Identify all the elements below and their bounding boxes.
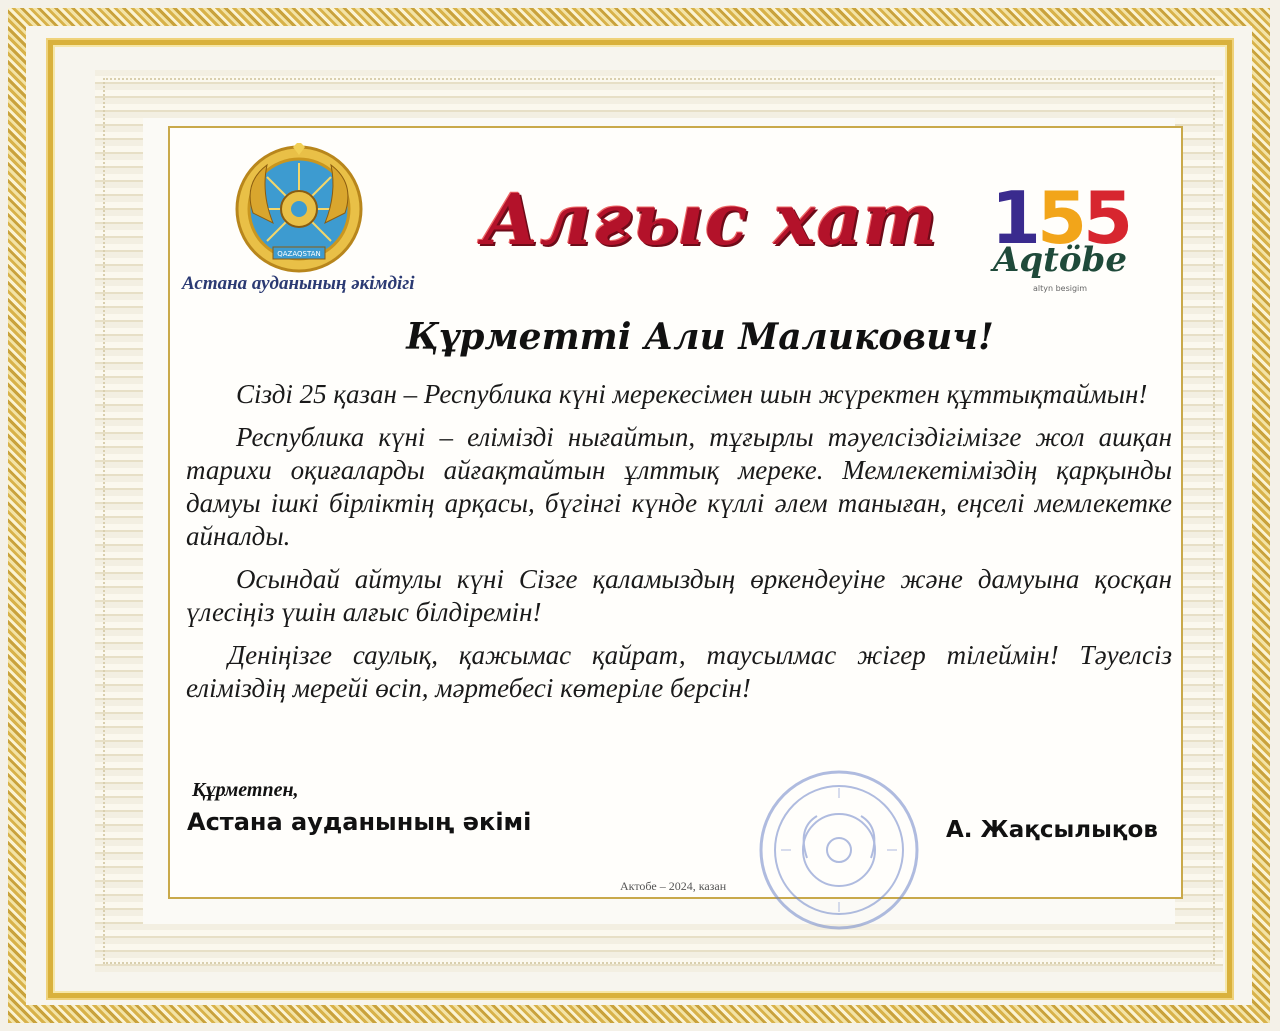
- paragraph: Осындай айтулы күні Сізге қаламыздың өркендеуіне және дамуына қосқан үлесіңіз үшін алғыс білдіремін!: [186, 564, 1172, 627]
- logo-digit: 5: [1036, 176, 1084, 260]
- paragraph: Республика күні – елімізді нығайтып, тұғырлы тәуелсіздігімізге жол ашқан тарихи оқиғаларды айғақтайтын ұлттық мереке. Мемлекетіміздің қарқынды дамуы ішкі бірліктің арқасы, бүгінгі күнде күллі әлем таныған, еңселі мемлекетке айналды.: [186, 422, 1172, 551]
- issuer-label: Астана ауданының әкімдігі: [182, 273, 415, 294]
- aqtobe-155-logo: [985, 178, 1135, 298]
- closing: Құрметпен,: [192, 779, 299, 801]
- greeting: Құрметті Али Маликович!: [406, 316, 994, 358]
- paragraph: Сізді 25 қазан – Республика күні мерекесімен шын жүректен құттықтаймын!: [236, 379, 1148, 409]
- page-title: Алғыс хат: [481, 178, 938, 261]
- logo-digit: 1: [990, 176, 1037, 260]
- signer-position: Астана ауданының әкімі: [187, 808, 532, 836]
- official-seal-icon: [757, 768, 922, 933]
- logo-tagline: altyn besigim: [1032, 284, 1088, 293]
- paragraph: Деніңізге саулық, қажымас қайрат, таусылмас жігер тілеймін! Тәуелсіз еліміздің мерейі өсіп, мәртебесі көтеріле берсін!: [186, 640, 1172, 703]
- signer-name: А. Жақсылықов: [946, 817, 1158, 843]
- place-date: Актобе – 2024, казан: [620, 879, 727, 893]
- kazakhstan-emblem-icon: [233, 143, 365, 275]
- emblem-text: QAZAQSTAN: [277, 250, 321, 258]
- logo-city: Aqtöbe: [993, 240, 1127, 280]
- letter-body: [186, 378, 1172, 715]
- logo-digit: 5: [1083, 176, 1130, 260]
